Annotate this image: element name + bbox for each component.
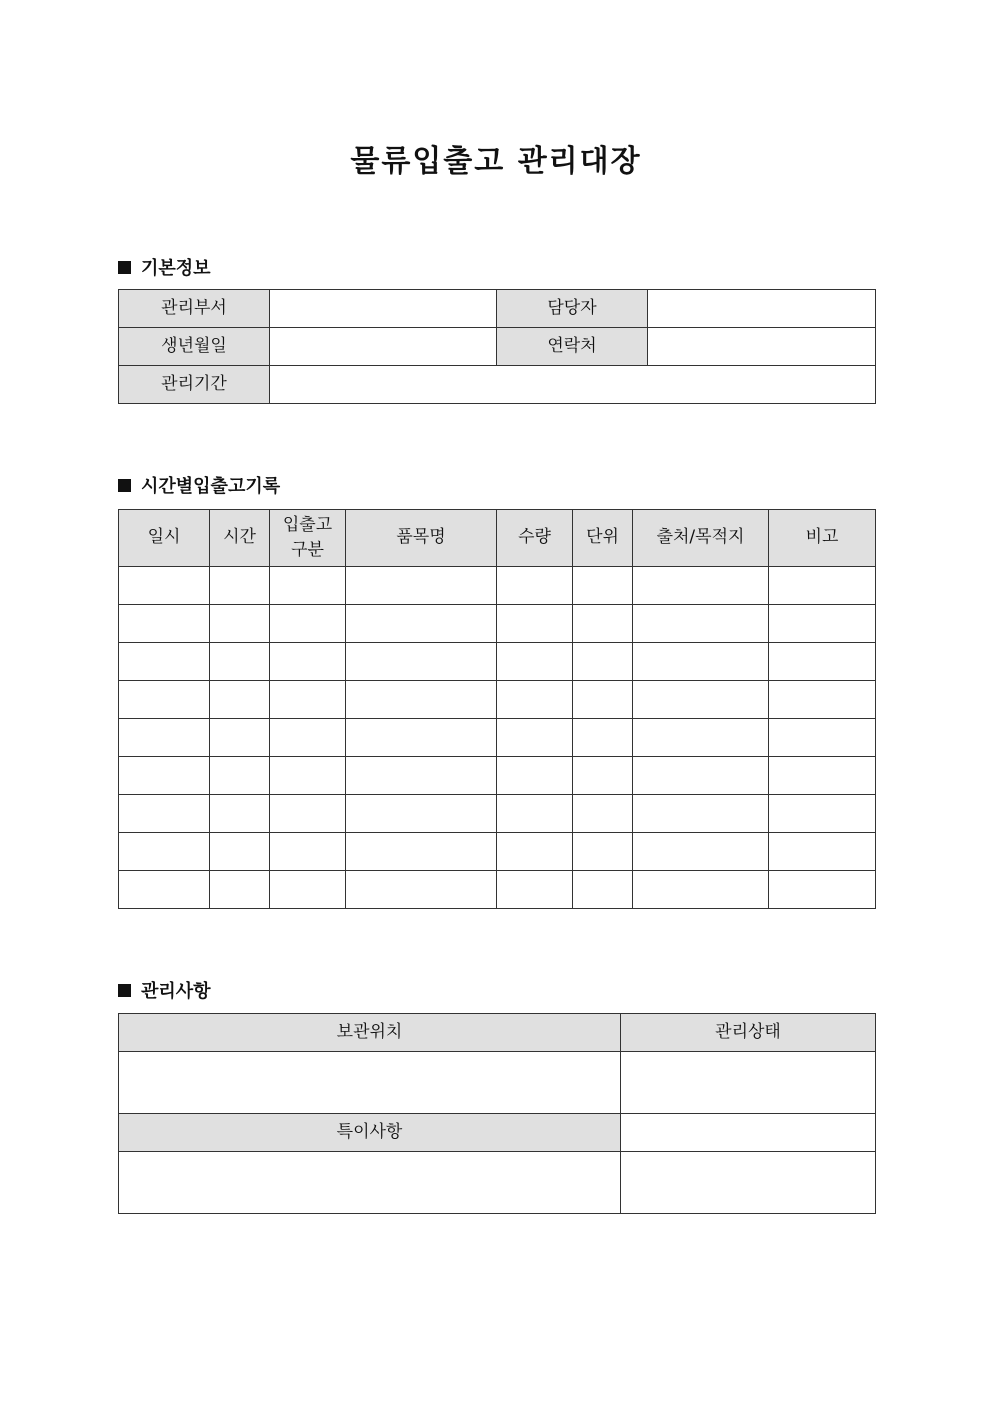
record-cell[interactable] bbox=[769, 567, 876, 605]
record-cell[interactable] bbox=[633, 605, 769, 643]
record-cell[interactable] bbox=[119, 719, 210, 757]
storage-label: 보관위치 bbox=[119, 1014, 621, 1052]
header-quantity: 수량 bbox=[497, 510, 573, 567]
record-cell[interactable] bbox=[769, 871, 876, 909]
birth-label: 생년월일 bbox=[119, 328, 270, 366]
status-label: 관리상태 bbox=[621, 1014, 876, 1052]
table-row bbox=[119, 328, 876, 366]
record-cell[interactable] bbox=[769, 833, 876, 871]
manager-label: 담당자 bbox=[497, 290, 648, 328]
basic-info-table bbox=[118, 289, 876, 404]
record-cell[interactable] bbox=[210, 833, 270, 871]
record-cell[interactable] bbox=[497, 567, 573, 605]
header-item-name: 품목명 bbox=[346, 510, 497, 567]
record-cell[interactable] bbox=[633, 681, 769, 719]
record-cell[interactable] bbox=[346, 643, 497, 681]
status-field[interactable] bbox=[621, 1052, 876, 1114]
manager-field[interactable] bbox=[648, 290, 876, 328]
header-unit: 단위 bbox=[573, 510, 633, 567]
record-cell[interactable] bbox=[497, 833, 573, 871]
management-table bbox=[118, 1013, 876, 1214]
record-cell[interactable] bbox=[573, 643, 633, 681]
notes-side-field[interactable] bbox=[621, 1152, 876, 1214]
record-cell[interactable] bbox=[346, 719, 497, 757]
record-cell[interactable] bbox=[573, 681, 633, 719]
record-cell[interactable] bbox=[270, 871, 346, 909]
record-cell[interactable] bbox=[346, 567, 497, 605]
notes-field[interactable] bbox=[119, 1152, 621, 1214]
notes-side-cell[interactable] bbox=[621, 1114, 876, 1152]
record-cell[interactable] bbox=[769, 681, 876, 719]
table-header-row bbox=[119, 510, 876, 567]
record-cell[interactable] bbox=[346, 757, 497, 795]
record-cell[interactable] bbox=[119, 871, 210, 909]
header-io-type bbox=[270, 510, 346, 567]
dept-field[interactable] bbox=[270, 290, 497, 328]
record-cell[interactable] bbox=[633, 643, 769, 681]
table-row bbox=[119, 366, 876, 404]
record-cell[interactable] bbox=[119, 795, 210, 833]
record-cell[interactable] bbox=[119, 605, 210, 643]
dept-label: 관리부서 bbox=[119, 290, 270, 328]
record-cell[interactable] bbox=[346, 795, 497, 833]
record-cell[interactable] bbox=[573, 871, 633, 909]
table-row bbox=[119, 1114, 876, 1152]
record-cell[interactable] bbox=[633, 871, 769, 909]
record-cell[interactable] bbox=[119, 681, 210, 719]
record-cell[interactable] bbox=[270, 681, 346, 719]
record-cell[interactable] bbox=[119, 833, 210, 871]
records-body bbox=[119, 567, 876, 909]
table-row bbox=[119, 871, 876, 909]
table-row bbox=[119, 643, 876, 681]
record-cell[interactable] bbox=[270, 719, 346, 757]
record-cell[interactable] bbox=[210, 871, 270, 909]
record-cell[interactable] bbox=[119, 757, 210, 795]
header-source-destination: 출처/목적지 bbox=[633, 510, 769, 567]
table-row bbox=[119, 719, 876, 757]
record-cell[interactable] bbox=[573, 833, 633, 871]
record-cell[interactable] bbox=[633, 833, 769, 871]
record-cell[interactable] bbox=[119, 567, 210, 605]
record-cell[interactable] bbox=[270, 833, 346, 871]
header-io-type-line1: 입출고 bbox=[282, 514, 333, 535]
record-cell[interactable] bbox=[119, 643, 210, 681]
section-records-label: 시간별입출고기록 bbox=[141, 476, 281, 497]
table-row bbox=[119, 1052, 876, 1114]
record-cell[interactable] bbox=[270, 567, 346, 605]
header-datetime: 일시 bbox=[119, 510, 210, 567]
record-cell[interactable] bbox=[270, 605, 346, 643]
record-cell[interactable] bbox=[497, 719, 573, 757]
record-cell[interactable] bbox=[210, 643, 270, 681]
section-basic-info-heading bbox=[118, 254, 211, 280]
header-remarks: 비고 bbox=[769, 510, 876, 567]
contact-label: 연락처 bbox=[497, 328, 648, 366]
contact-field[interactable] bbox=[648, 328, 876, 366]
table-row bbox=[119, 605, 876, 643]
record-cell[interactable] bbox=[769, 643, 876, 681]
record-cell[interactable] bbox=[769, 605, 876, 643]
record-cell[interactable] bbox=[346, 833, 497, 871]
table-row bbox=[119, 833, 876, 871]
record-cell[interactable] bbox=[633, 567, 769, 605]
record-cell[interactable] bbox=[210, 681, 270, 719]
record-cell[interactable] bbox=[270, 643, 346, 681]
table-row bbox=[119, 795, 876, 833]
record-cell[interactable] bbox=[270, 795, 346, 833]
record-cell[interactable] bbox=[769, 757, 876, 795]
record-cell[interactable] bbox=[769, 795, 876, 833]
document-title: 물류입출고 관리대장 bbox=[350, 144, 642, 179]
table-row bbox=[119, 1014, 876, 1052]
record-cell[interactable] bbox=[210, 795, 270, 833]
record-cell[interactable] bbox=[210, 719, 270, 757]
record-cell[interactable] bbox=[497, 605, 573, 643]
record-cell[interactable] bbox=[497, 643, 573, 681]
birth-field[interactable] bbox=[270, 328, 497, 366]
record-cell[interactable] bbox=[573, 757, 633, 795]
period-label: 관리기간 bbox=[119, 366, 270, 404]
record-cell[interactable] bbox=[346, 871, 497, 909]
section-records-heading bbox=[118, 472, 280, 498]
record-cell[interactable] bbox=[633, 719, 769, 757]
record-cell[interactable] bbox=[497, 871, 573, 909]
square-bullet-icon bbox=[118, 261, 131, 274]
notes-label: 특이사항 bbox=[119, 1114, 621, 1152]
record-cell[interactable] bbox=[573, 795, 633, 833]
table-row bbox=[119, 567, 876, 605]
record-cell[interactable] bbox=[346, 605, 497, 643]
table-row bbox=[119, 681, 876, 719]
section-basic-info-label: 기본정보 bbox=[141, 258, 211, 279]
record-cell[interactable] bbox=[573, 567, 633, 605]
records-table bbox=[118, 509, 876, 909]
table-row bbox=[119, 1152, 876, 1214]
section-management-heading bbox=[118, 977, 211, 1003]
record-cell[interactable] bbox=[573, 605, 633, 643]
table-row bbox=[119, 757, 876, 795]
record-cell[interactable] bbox=[270, 757, 346, 795]
record-cell[interactable] bbox=[633, 757, 769, 795]
table-row bbox=[119, 290, 876, 328]
record-cell[interactable] bbox=[210, 757, 270, 795]
storage-field[interactable] bbox=[119, 1052, 621, 1114]
record-cell[interactable] bbox=[346, 681, 497, 719]
record-cell[interactable] bbox=[497, 757, 573, 795]
record-cell[interactable] bbox=[497, 795, 573, 833]
header-time: 시간 bbox=[210, 510, 270, 567]
record-cell[interactable] bbox=[573, 719, 633, 757]
period-field[interactable] bbox=[270, 366, 876, 404]
record-cell[interactable] bbox=[210, 567, 270, 605]
record-cell[interactable] bbox=[633, 795, 769, 833]
record-cell[interactable] bbox=[210, 605, 270, 643]
square-bullet-icon bbox=[118, 984, 131, 997]
header-io-type-line2: 구분 bbox=[291, 540, 324, 560]
square-bullet-icon bbox=[118, 479, 131, 492]
record-cell[interactable] bbox=[769, 719, 876, 757]
record-cell[interactable] bbox=[497, 681, 573, 719]
section-management-label: 관리사항 bbox=[141, 981, 211, 1002]
